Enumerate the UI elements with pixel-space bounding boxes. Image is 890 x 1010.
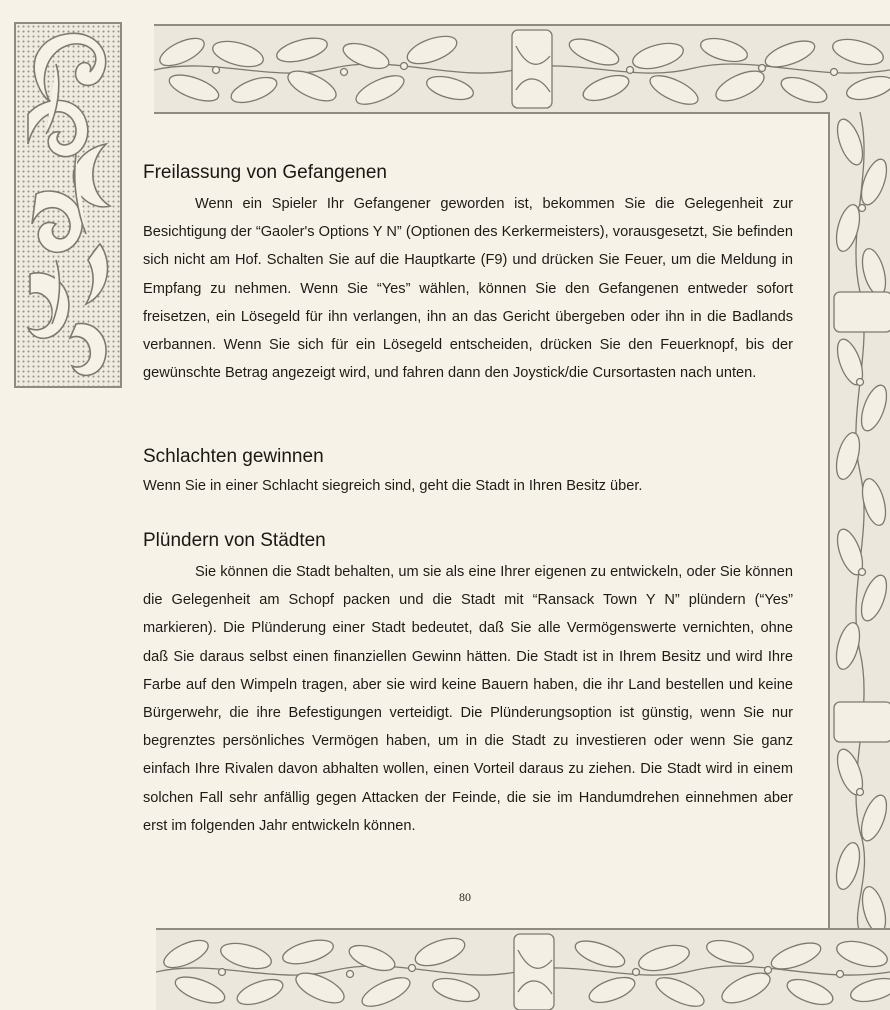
section-heading: Freilassung von Gefangenen [143, 162, 387, 183]
section-heading: Plündern von Städten [143, 530, 326, 551]
page-number: 80 [459, 890, 471, 904]
leaf-border-right [828, 112, 890, 932]
leaf-border-bottom [156, 928, 890, 1010]
section-paragraph: Sie können die Stadt behalten, um sie als eine Ihrer eigenen zu entwickeln, oder Sie können die Gelegenheit am Schopf packen und die Stadt mit “Ransack Town Y N” plündern (“Yes” markieren). Die Plünderung einer Stadt bedeutet, daß Sie alle Vermögenswerte vernichten, ohne daß Sie daraus selbst einen finanziellen Gewinn hätten. Die Stadt ist in Ihrem Besitz und wird Ihre Farbe auf den Wimpeln tragen, aber sie wird keine Bauern haben, die ihr Land bestellen und keine Bürgerwehr, die ihre Befestigungen verteidigt. Die Plünderungsoption ist günstig, wenn Sie nur begrenztes persönliches Vermögen haben, um in die Stadt zu investieren oder wenn Sie ganz einfach Ihre Rivalen davon abhalten wollen, einen Vorteil daraus zu ziehen. Die Stadt wird in einem solchen Fall sehr anfällig gegen Attacken der Feinde, die sie im Handumdrehen einnehmen aber erst im folgenden Jahr entwickeln können. [143, 564, 793, 834]
section-winning-battles [143, 444, 793, 500]
acanthus-ornament [14, 22, 122, 388]
leaf-border-top [154, 24, 890, 114]
section-paragraph: Wenn ein Spieler Ihr Gefangener geworden ist, bekommen Sie die Gelegenheit zur Besichtigung der “Gaoler's Options Y N” (Optionen des Kerkermeisters), vorausgesetzt, Sie befinden sich nicht am Hof. Schalten Sie auf die Hauptkarte (F9) und drücken Sie Feuer, um die Meldung in Empfang zu nehmen. Wenn Sie “Yes” wählen, können Sie den Gefangenen entweder sofort freisetzen, ein Lösegeld für ihn verlangen, ihn an das Gericht übergeben oder ihn in die Badlands verbannen. Wenn Sie sich für ein Lösegeld entscheiden, drücken Sie den Feuerknopf, bis der gewünschte Betrag angezeigt wird, und fahren dann den Joystick/die Cursortasten nach unten. [143, 196, 793, 382]
section-prisoner-release [143, 160, 793, 387]
section-heading: Schlachten gewinnen [143, 446, 324, 467]
section-paragraph: Wenn Sie in einer Schlacht siegreich sind, geht die Stadt in Ihren Besitz über. [143, 478, 643, 494]
section-ransacking-towns [143, 528, 793, 840]
